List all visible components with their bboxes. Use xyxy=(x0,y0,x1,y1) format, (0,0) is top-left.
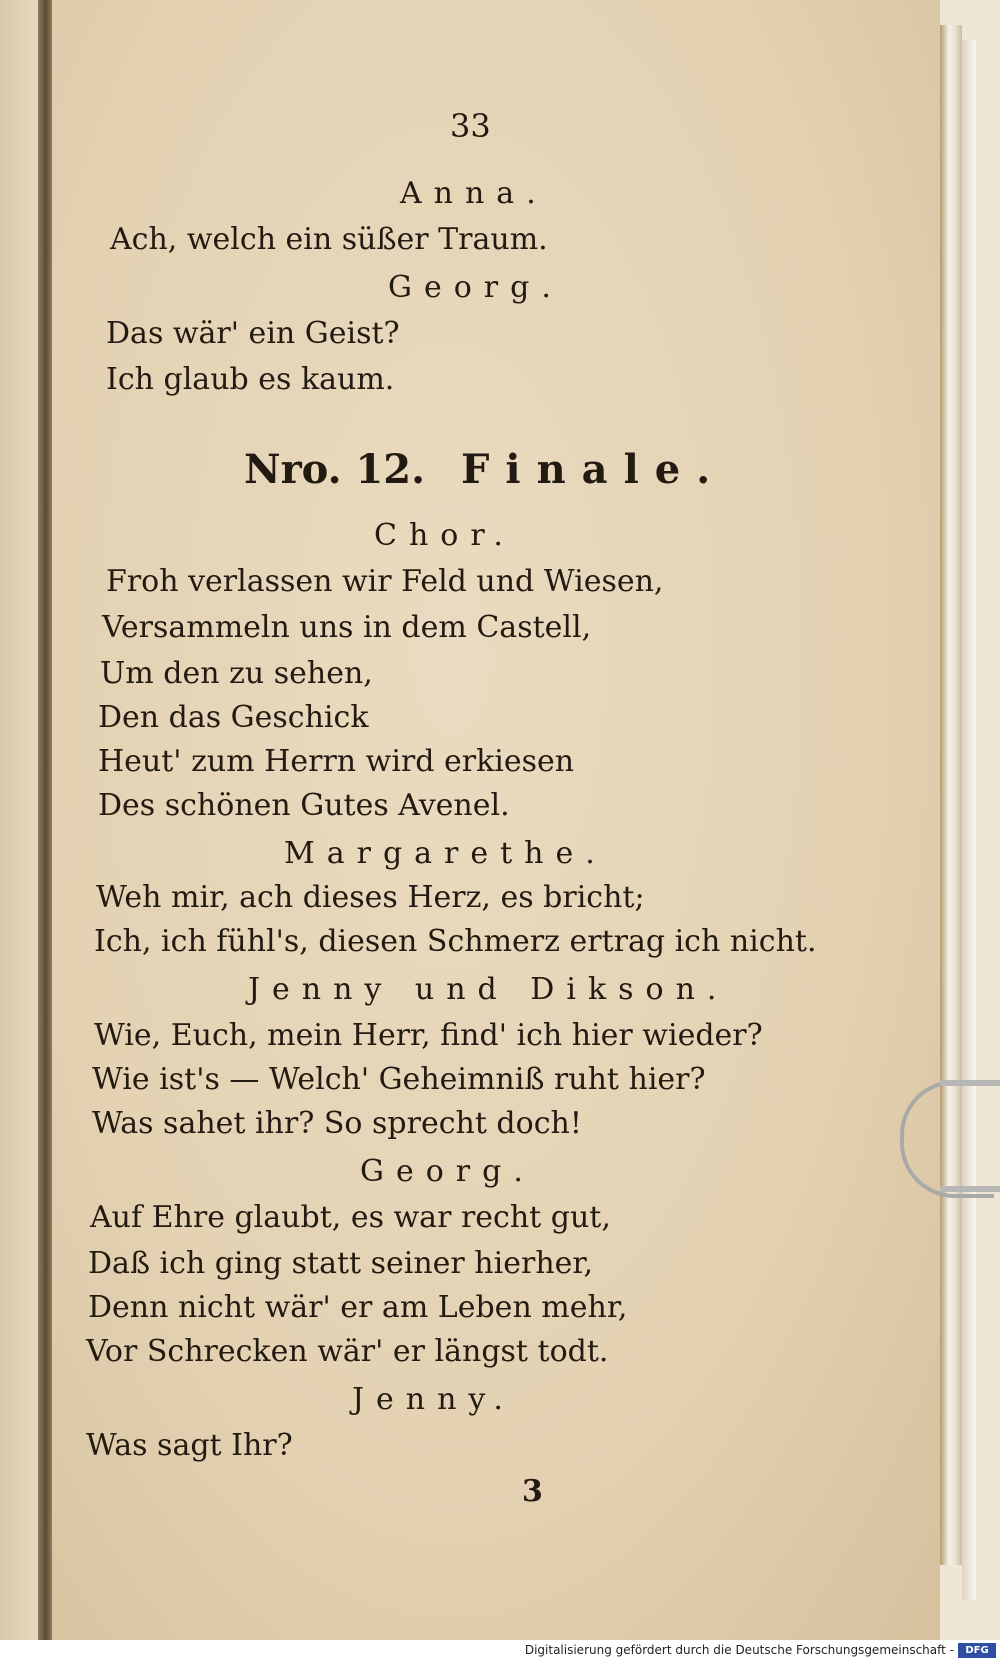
page-text xyxy=(52,0,940,1640)
speaker-georg: Georg. xyxy=(360,1154,535,1189)
section-number: Nro. 12. xyxy=(244,446,426,493)
verse-line: Um den zu sehen, xyxy=(100,656,373,691)
digitization-footer xyxy=(0,1640,1000,1661)
speaker-georg: Georg. xyxy=(388,270,563,305)
signature-mark: 3 xyxy=(522,1474,543,1509)
page-stack-edge-outer xyxy=(962,40,976,1600)
speaker-jenny-dikson: Jenny und Dikson. xyxy=(248,972,729,1007)
verse-line: Daß ich ging statt seiner hierher, xyxy=(88,1246,593,1281)
dfg-logo-icon: DFG xyxy=(958,1643,996,1658)
verse-line: Denn nicht wär' er am Leben mehr, xyxy=(88,1290,628,1325)
verse-line: Versammeln uns in dem Castell, xyxy=(102,610,592,645)
verse-line: Ach, welch ein süßer Traum. xyxy=(110,222,548,257)
paper-clip-bar-bottom xyxy=(940,1186,1000,1192)
page-number: 33 xyxy=(450,107,491,145)
verse-line: Auf Ehre glaubt, es war recht gut, xyxy=(90,1200,611,1235)
verse-line: Vor Schrecken wär' er längst todt. xyxy=(86,1334,609,1369)
speaker-anna: Anna. xyxy=(400,176,548,211)
speaker-jenny: Jenny. xyxy=(352,1382,515,1417)
paper-clip-bar-top xyxy=(940,1080,1000,1086)
verse-line: Den das Geschick xyxy=(98,700,369,735)
verse-line: Wie ist's — Welch' Geheimniß ruht hier? xyxy=(92,1062,706,1097)
speaker-chor: Chor. xyxy=(374,518,515,553)
verse-line: Des schönen Gutes Avenel. xyxy=(98,788,510,823)
verse-line: Ich, ich fühl's, diesen Schmerz ertrag ich nicht. xyxy=(94,924,817,959)
verse-line: Das wär' ein Geist? xyxy=(106,316,400,351)
verse-line: Froh verlassen wir Feld und Wiesen, xyxy=(106,564,664,599)
verse-line: Weh mir, ach dieses Herz, es bricht; xyxy=(96,880,645,915)
verse-line: Was sagt Ihr? xyxy=(86,1428,293,1463)
page-stack-edge xyxy=(940,25,962,1565)
verse-line: Wie, Euch, mein Herr, find' ich hier wieder? xyxy=(94,1018,763,1053)
speaker-margarethe: Margarethe. xyxy=(284,836,607,871)
section-title: Finale. xyxy=(461,446,727,493)
footer-credit: Digitalisierung gefördert durch die Deutsche Forschungsgemeinschaft - xyxy=(524,1643,954,1657)
verse-line: Ich glaub es kaum. xyxy=(106,362,395,397)
verse-line: Heut' zum Herrn wird erkiesen xyxy=(98,744,575,779)
section-heading xyxy=(244,448,726,492)
verse-line: Was sahet ihr? So sprecht doch! xyxy=(92,1106,582,1141)
